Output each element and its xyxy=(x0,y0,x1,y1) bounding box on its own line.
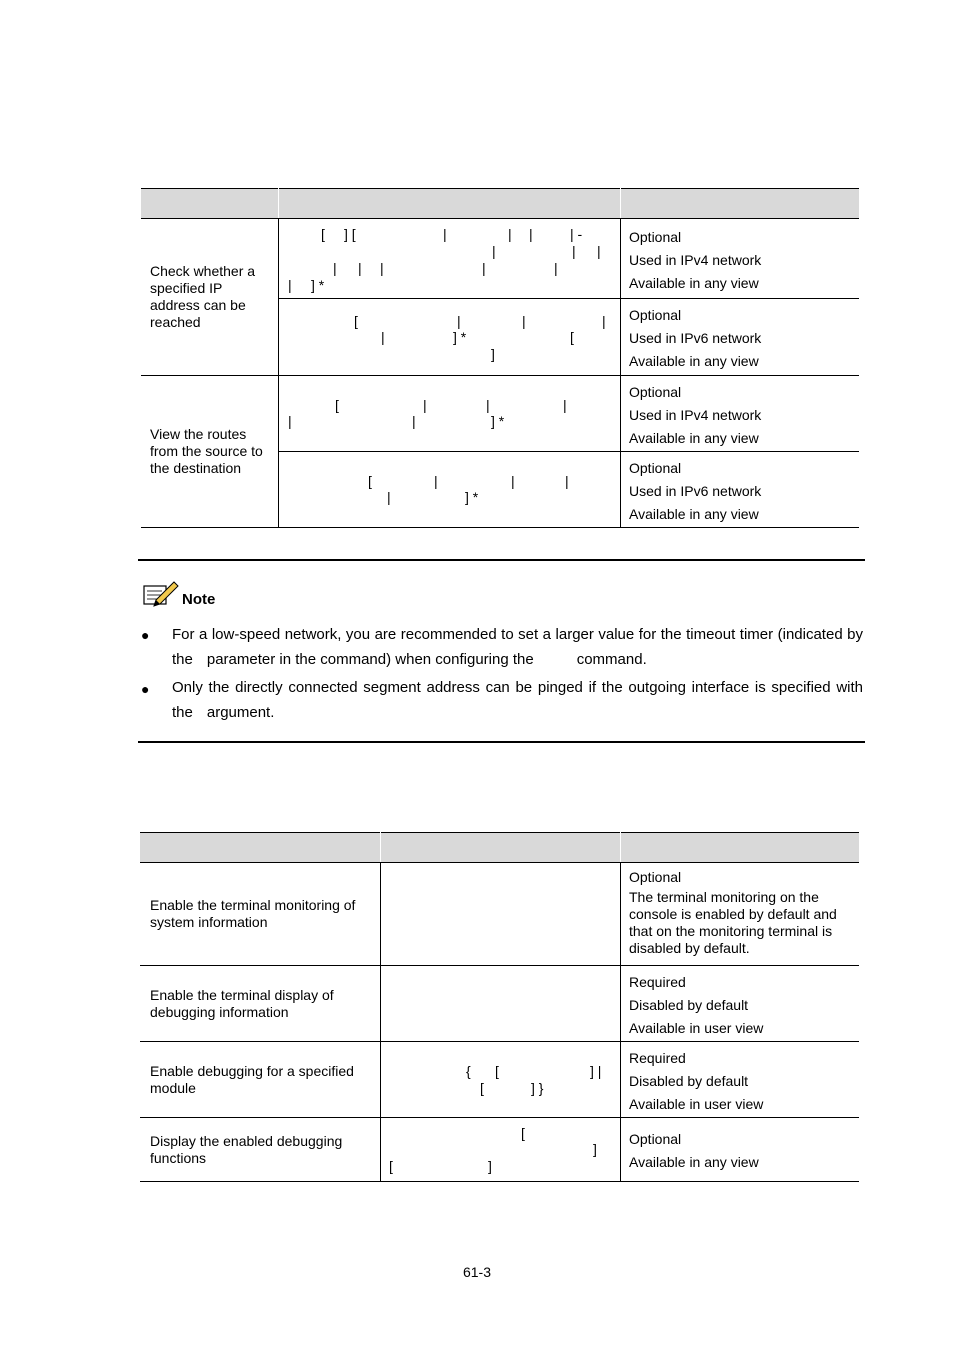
note-text: Only the directly connected segment address can be pinged if the outgoing interface is specified with the xyxy=(172,679,863,721)
cmd-fragment: ] [ xyxy=(344,226,356,242)
remarks-cell xyxy=(629,304,761,373)
cmd-fragment: | xyxy=(358,260,362,276)
remark-line: Used in IPv6 network xyxy=(629,483,762,499)
cmd-fragment: | xyxy=(563,397,567,413)
bullet-dot-icon: ● xyxy=(141,627,150,643)
remark-line: The terminal monitoring on the console is enabled by default and that on the monitoring terminal is disabled by default. xyxy=(629,889,837,956)
cmd-fragment: | xyxy=(482,260,486,276)
remark-line: Optional xyxy=(629,307,682,323)
cmd-fragment: | xyxy=(508,226,512,242)
remark-line: Used in IPv6 network xyxy=(629,330,762,346)
header-divider xyxy=(380,832,381,863)
cmd-fragment: | xyxy=(443,226,447,242)
note-bullet xyxy=(172,675,863,725)
remarks-cell xyxy=(629,1128,759,1174)
cmd-fragment: ] * xyxy=(453,329,467,345)
cmd-fragment: ] xyxy=(593,1141,597,1157)
action-cell: Enable the terminal display of debugging information xyxy=(150,987,334,1020)
column-rule xyxy=(620,862,621,1181)
cmd-fragment: | xyxy=(572,243,576,259)
remark-line: Available in user view xyxy=(629,1096,764,1112)
remarks-cell xyxy=(629,457,761,526)
cmd-fragment: ] xyxy=(488,1158,492,1174)
note-text: command. xyxy=(576,651,647,668)
cmd-fragment: | xyxy=(602,313,606,329)
note-text: parameter in the command) when configuring the xyxy=(206,651,534,668)
remark-line: Available in any view xyxy=(629,430,759,446)
remarks-cell xyxy=(629,1047,763,1116)
cmd-fragment: | - xyxy=(570,226,583,242)
note-pencil-icon xyxy=(142,578,180,608)
cmd-fragment: ] * xyxy=(491,413,505,429)
action-cell: View the routes from the source to the destination xyxy=(150,426,263,476)
row-rule xyxy=(140,1181,859,1182)
cmd-fragment: | xyxy=(486,397,490,413)
header-divider xyxy=(620,832,621,863)
remark-line: Optional xyxy=(629,460,682,476)
cmd-fragment: | xyxy=(434,473,438,489)
page-number: 61-3 xyxy=(462,1264,492,1280)
remark-line: Available in any view xyxy=(629,506,759,522)
remark-line: Available in any view xyxy=(629,275,759,291)
row-rule xyxy=(140,965,859,966)
cmd-fragment: | xyxy=(288,413,292,429)
row-rule xyxy=(141,218,859,219)
cmd-fragment: ] * xyxy=(311,277,325,293)
remark-line: Optional xyxy=(629,384,682,400)
action-cell: Display the enabled debugging functions xyxy=(150,1133,343,1166)
row-rule xyxy=(140,862,859,863)
cmd-fragment: ] } xyxy=(531,1080,544,1096)
cmd-fragment: ] | xyxy=(590,1063,602,1079)
action-cell: Enable the terminal monitoring of system information xyxy=(150,897,356,930)
remark-line: Used in IPv4 network xyxy=(629,407,762,423)
note-text: argument. xyxy=(206,704,275,721)
row-rule xyxy=(141,527,859,528)
remark-line: Available in any view xyxy=(629,353,759,369)
cmd-fragment: | xyxy=(381,329,385,345)
cmd-fragment: [ xyxy=(368,473,372,489)
cmd-fragment: | xyxy=(387,489,391,505)
header-divider xyxy=(620,188,621,219)
action-cell: Check whether a specified IP address can be reached xyxy=(150,263,256,330)
cmd-fragment: ] * xyxy=(465,489,479,505)
cmd-fragment: | xyxy=(412,413,416,429)
cmd-fragment: [ xyxy=(354,313,358,329)
action-cell: Enable debugging for a specified module xyxy=(150,1063,354,1096)
note-text: For a low-speed network, you are recommended to set a larger value for the timeout timer (indicated by the xyxy=(172,626,863,668)
remark-line: Optional xyxy=(629,869,682,885)
header-divider xyxy=(278,188,279,219)
cmd-fragment: | xyxy=(597,243,601,259)
cmd-fragment: { xyxy=(466,1063,471,1079)
cmd-fragment: | xyxy=(492,243,496,259)
note-bullet xyxy=(172,622,863,672)
remarks-cell xyxy=(629,971,763,1040)
cmd-fragment: [ xyxy=(495,1063,499,1079)
cmd-fragment: | xyxy=(522,313,526,329)
cmd-fragment: | xyxy=(288,277,292,293)
remarks-cell xyxy=(629,226,761,295)
note-top-rule xyxy=(138,559,865,561)
table-header xyxy=(141,188,859,219)
row-rule xyxy=(141,375,859,376)
row-rule xyxy=(140,1041,859,1042)
cmd-fragment: | xyxy=(423,397,427,413)
remarks-cell xyxy=(629,866,853,957)
remark-line: Disabled by default xyxy=(629,1073,749,1089)
cmd-fragment: | xyxy=(511,473,515,489)
cmd-fragment: | xyxy=(457,313,461,329)
column-rule xyxy=(620,218,621,527)
remark-line: Available in user view xyxy=(629,1020,764,1036)
remark-line: Disabled by default xyxy=(629,997,749,1013)
bullet-dot-icon: ● xyxy=(141,681,150,697)
remarks-cell xyxy=(629,381,761,450)
note-bottom-rule xyxy=(138,741,865,743)
column-rule xyxy=(380,862,381,1181)
row-rule xyxy=(279,298,859,299)
remark-line: Used in IPv4 network xyxy=(629,252,762,268)
cmd-fragment: | xyxy=(565,473,569,489)
cmd-fragment: | xyxy=(380,260,384,276)
remark-line: Optional xyxy=(629,229,682,245)
cmd-fragment: | xyxy=(529,226,533,242)
cmd-fragment: [ xyxy=(335,397,339,413)
cmd-fragment: [ xyxy=(521,1125,525,1141)
cmd-fragment: | xyxy=(554,260,558,276)
column-rule xyxy=(278,218,279,527)
cmd-fragment: | xyxy=(333,260,337,276)
table-header xyxy=(140,832,859,863)
row-rule xyxy=(140,1117,859,1118)
note-title: Note xyxy=(182,591,216,608)
remark-line: Required xyxy=(629,1050,686,1066)
cmd-fragment: [ xyxy=(321,226,325,242)
remark-line: Available in any view xyxy=(629,1154,759,1170)
cmd-fragment: ] xyxy=(491,346,495,362)
cmd-fragment: [ xyxy=(389,1158,393,1174)
cmd-fragment: [ xyxy=(570,329,574,345)
remark-line: Optional xyxy=(629,1131,682,1147)
cmd-fragment: [ xyxy=(480,1080,484,1096)
remark-line: Required xyxy=(629,974,686,990)
row-rule xyxy=(279,451,859,452)
